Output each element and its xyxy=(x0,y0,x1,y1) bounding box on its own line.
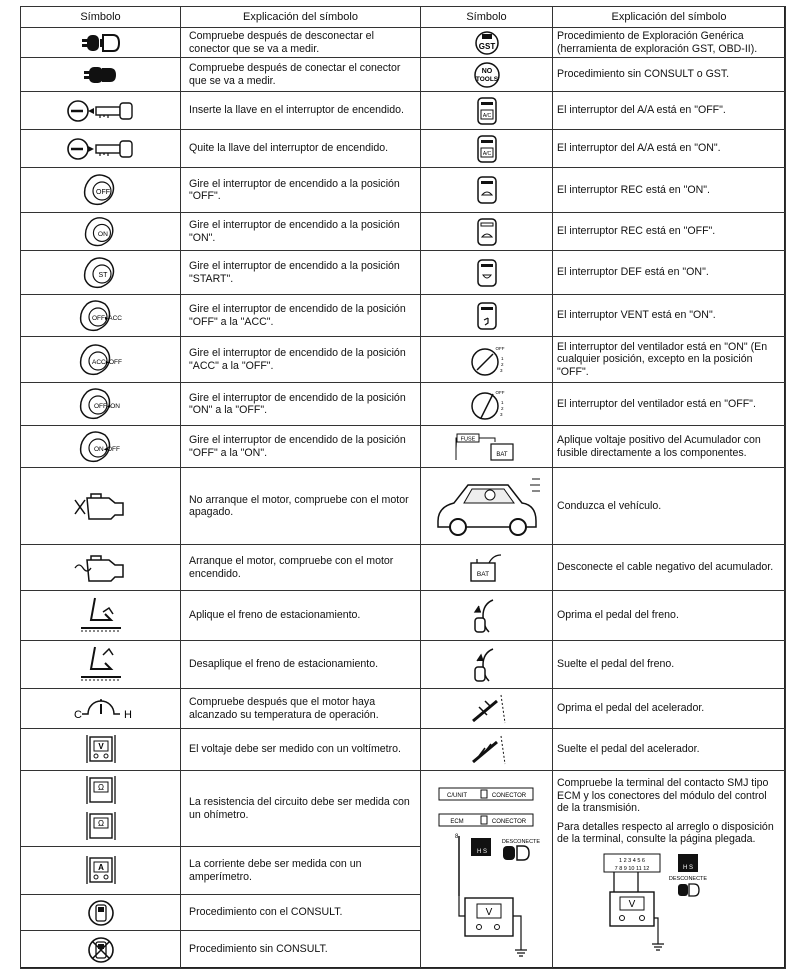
left-text-10: Gire el interruptor de encendido de la posición "ON" a la "OFF". xyxy=(181,383,421,426)
header-explanation-right: Explicación del símbolo xyxy=(553,7,786,28)
svg-text:V: V xyxy=(485,906,492,918)
no-tools-icon xyxy=(472,61,502,89)
ignition-acc-to-off-icon xyxy=(77,342,125,378)
merged-text-2: Para detalles respecto al arreglo o disposición de la terminal, consulte la página plegada. xyxy=(557,820,774,845)
parking-brake-apply-icon xyxy=(77,596,125,636)
svg-text:TOOLS: TOOLS xyxy=(475,75,498,83)
accelerator-press-icon xyxy=(465,691,509,727)
svg-text:2: 2 xyxy=(500,361,504,367)
svg-text:OFF: OFF xyxy=(495,390,504,395)
svg-text:C/UNIT: C/UNIT xyxy=(446,792,467,799)
svg-text:OFF: OFF xyxy=(495,345,504,351)
left-text-11: Gire el interruptor de encendido de la posición "OFF" a la "ON". xyxy=(181,426,421,468)
connector-disconnected-icon xyxy=(81,31,121,55)
svg-text:ON: ON xyxy=(97,230,108,238)
merged-text-1: Compruebe la terminal del contacto SMJ tipo ECM y los conectores del módulo del control de la transmisión. xyxy=(557,777,769,814)
rec-switch-off-icon xyxy=(476,217,498,247)
right-text-7: El interruptor DEF está en "ON". xyxy=(553,251,786,295)
svg-text:ON◂OFF: ON◂OFF xyxy=(93,445,120,453)
connector-check-diagram xyxy=(425,780,549,960)
svg-text:OFF: OFF xyxy=(95,189,110,196)
svg-text:ECM: ECM xyxy=(449,818,464,825)
left-text-7: Gire el interruptor de encendido a la posición "START". xyxy=(181,251,421,295)
left-text-3: Inserte la llave en el interruptor de encendido. xyxy=(181,92,421,130)
ohmmeter-icon xyxy=(84,776,118,842)
right-text-4: El interruptor del A/A está en "ON". xyxy=(553,130,786,168)
accelerator-release-icon xyxy=(465,732,509,768)
drive-vehicle-icon xyxy=(432,471,542,541)
svg-text:CONECTOR: CONECTOR xyxy=(491,792,526,799)
merged-diagram-cell xyxy=(421,771,553,969)
svg-text:NO: NO xyxy=(481,67,492,75)
right-text-17: Suelte el pedal del acelerador. xyxy=(553,729,786,771)
left-text-14: Aplique el freno de estacionamiento. xyxy=(181,591,421,641)
svg-text:Ω: Ω xyxy=(97,782,104,792)
ac-switch-off-icon xyxy=(476,96,498,126)
left-text-15: Desaplique el freno de estacionamiento. xyxy=(181,641,421,689)
merged-text-cell xyxy=(553,771,786,969)
left-text-17: El voltaje debe ser medido con un voltímetro. xyxy=(181,729,421,771)
svg-text:2: 2 xyxy=(500,406,504,411)
svg-text:C: C xyxy=(73,708,82,721)
svg-text:V: V xyxy=(628,898,636,910)
left-text-20: Procedimiento con el CONSULT. xyxy=(181,895,421,931)
right-text-8: El interruptor VENT está en "ON". xyxy=(553,295,786,337)
svg-text:Ω: Ω xyxy=(97,818,104,828)
svg-text:1: 1 xyxy=(500,355,504,361)
connector-connected-icon xyxy=(83,63,119,87)
header-explanation-left: Explicación del símbolo xyxy=(181,7,421,28)
symbol-table xyxy=(20,6,786,969)
left-text-16: Compruebe después que el motor haya alcanzado su temperatura de operación. xyxy=(181,689,421,729)
fuse-battery-icon xyxy=(455,430,519,464)
voltmeter-icon xyxy=(84,733,118,767)
fan-switch-on-icon xyxy=(467,340,507,380)
svg-text:H: H xyxy=(123,708,132,721)
vent-switch-on-icon xyxy=(476,301,498,331)
left-text-1: Compruebe después de desconectar el conector que se va a medir. xyxy=(181,28,421,58)
right-text-10: El interruptor del ventilador está en "OFF". xyxy=(553,383,786,426)
right-text-9: El interruptor del ventilador está en "ON" (En cualquier posición, excepto en la posición "OFF". xyxy=(553,337,786,383)
ignition-on-icon xyxy=(81,215,121,249)
def-switch-on-icon xyxy=(476,258,498,288)
svg-text:DESCONECTE: DESCONECTE xyxy=(668,875,708,882)
left-text-8: Gire el interruptor de encendido de la posición "OFF" a la "ACC". xyxy=(181,295,421,337)
header-symbol-left: Símbolo xyxy=(21,7,181,28)
svg-text:FUSE: FUSE xyxy=(460,436,475,442)
svg-text:8: 8 xyxy=(454,833,458,840)
svg-text:1: 1 xyxy=(500,400,504,405)
left-text-21: Procedimiento sin CONSULT. xyxy=(181,931,421,969)
svg-text:3: 3 xyxy=(499,412,503,417)
svg-text:ST: ST xyxy=(98,271,107,279)
brake-pedal-press-icon xyxy=(467,596,507,636)
no-consult-icon xyxy=(86,935,116,965)
right-text-3: El interruptor del A/A está en "OFF". xyxy=(553,92,786,130)
svg-text:A: A xyxy=(97,862,104,872)
gst-label: GST xyxy=(478,41,495,51)
left-text-12: No arranque el motor, compruebe con el motor apagado. xyxy=(181,468,421,545)
right-text-6: El interruptor REC está en "OFF". xyxy=(553,213,786,251)
rec-switch-on-icon xyxy=(476,175,498,205)
right-text-12: Conduzca el vehículo. xyxy=(553,468,786,545)
battery-disconnect-icon xyxy=(467,551,507,585)
right-text-1: Procedimiento de Exploración Genérica (herramienta de exploración GST, OBD-II). xyxy=(553,28,786,58)
engine-running-icon xyxy=(73,550,129,586)
left-text-19: La corriente debe ser medida con un amperímetro. xyxy=(181,847,421,895)
left-text-9: Gire el interruptor de encendido de la posición "ACC" a la "OFF". xyxy=(181,337,421,383)
svg-text:CONECTOR: CONECTOR xyxy=(491,818,526,825)
left-text-6: Gire el interruptor de encendido a la posición "ON". xyxy=(181,213,421,251)
svg-text:V: V xyxy=(97,741,104,751)
svg-text:1 2 3 4 5 6: 1 2 3 4 5 6 xyxy=(619,857,645,864)
right-text-5: El interruptor REC está en "ON". xyxy=(553,168,786,213)
engine-off-icon xyxy=(73,488,129,524)
right-text-11: Aplique voltaje positivo del Acumulador con fusible directamente a los componentes. xyxy=(553,426,786,468)
gst-icon xyxy=(472,30,502,56)
left-text-4: Quite la llave del interruptor de encendido. xyxy=(181,130,421,168)
brake-pedal-release-icon xyxy=(467,645,507,685)
right-text-13: Desconecte el cable negativo del acumulador. xyxy=(553,545,786,591)
svg-text:H S: H S xyxy=(682,864,694,871)
svg-text:OFF▸ACC: OFF▸ACC xyxy=(91,314,122,322)
ammeter-icon xyxy=(84,854,118,888)
right-text-14: Oprima el pedal del freno. xyxy=(553,591,786,641)
ignition-on-to-off-icon xyxy=(77,386,125,422)
temperature-gauge-icon xyxy=(66,694,136,724)
left-text-5: Gire el interruptor de encendido a la posición "OFF". xyxy=(181,168,421,213)
key-insert-icon xyxy=(66,96,136,126)
parking-brake-release-icon xyxy=(77,645,125,685)
right-text-16: Oprima el pedal del acelerador. xyxy=(553,689,786,729)
header-symbol-right: Símbolo xyxy=(421,7,553,28)
left-text-13: Arranque el motor, compruebe con el motor encendido. xyxy=(181,545,421,591)
svg-text:A/C: A/C xyxy=(482,112,491,119)
ignition-start-icon xyxy=(81,255,121,291)
right-text-15: Suelte el pedal del freno. xyxy=(553,641,786,689)
terminal-check-diagram xyxy=(574,852,764,952)
left-text-2: Compruebe después de conectar el conector que se va a medir. xyxy=(181,58,421,92)
svg-text:H S: H S xyxy=(476,848,487,855)
svg-text:ACC▸OFF: ACC▸OFF xyxy=(91,358,122,366)
left-text-18: La resistencia del circuito debe ser medida con un ohímetro. xyxy=(181,771,421,847)
right-text-2: Procedimiento sin CONSULT o GST. xyxy=(553,58,786,92)
svg-text:OFF◂ON: OFF◂ON xyxy=(93,403,120,410)
ignition-off-icon xyxy=(81,172,121,208)
consult-icon xyxy=(86,898,116,928)
ac-switch-on-icon xyxy=(476,134,498,164)
fan-switch-off-icon xyxy=(467,384,507,424)
svg-text:7 8 9 10 11 12: 7 8 9 10 11 12 xyxy=(614,865,650,872)
svg-text:3: 3 xyxy=(499,367,503,373)
svg-text:A/C: A/C xyxy=(482,150,491,157)
key-remove-icon xyxy=(66,134,136,164)
svg-text:BAT: BAT xyxy=(476,570,489,578)
svg-text:DESCONECTE: DESCONECTE xyxy=(501,838,540,845)
ignition-off-to-acc-icon xyxy=(77,298,125,334)
ignition-off-to-on-icon xyxy=(77,429,125,465)
svg-text:BAT: BAT xyxy=(495,451,508,458)
